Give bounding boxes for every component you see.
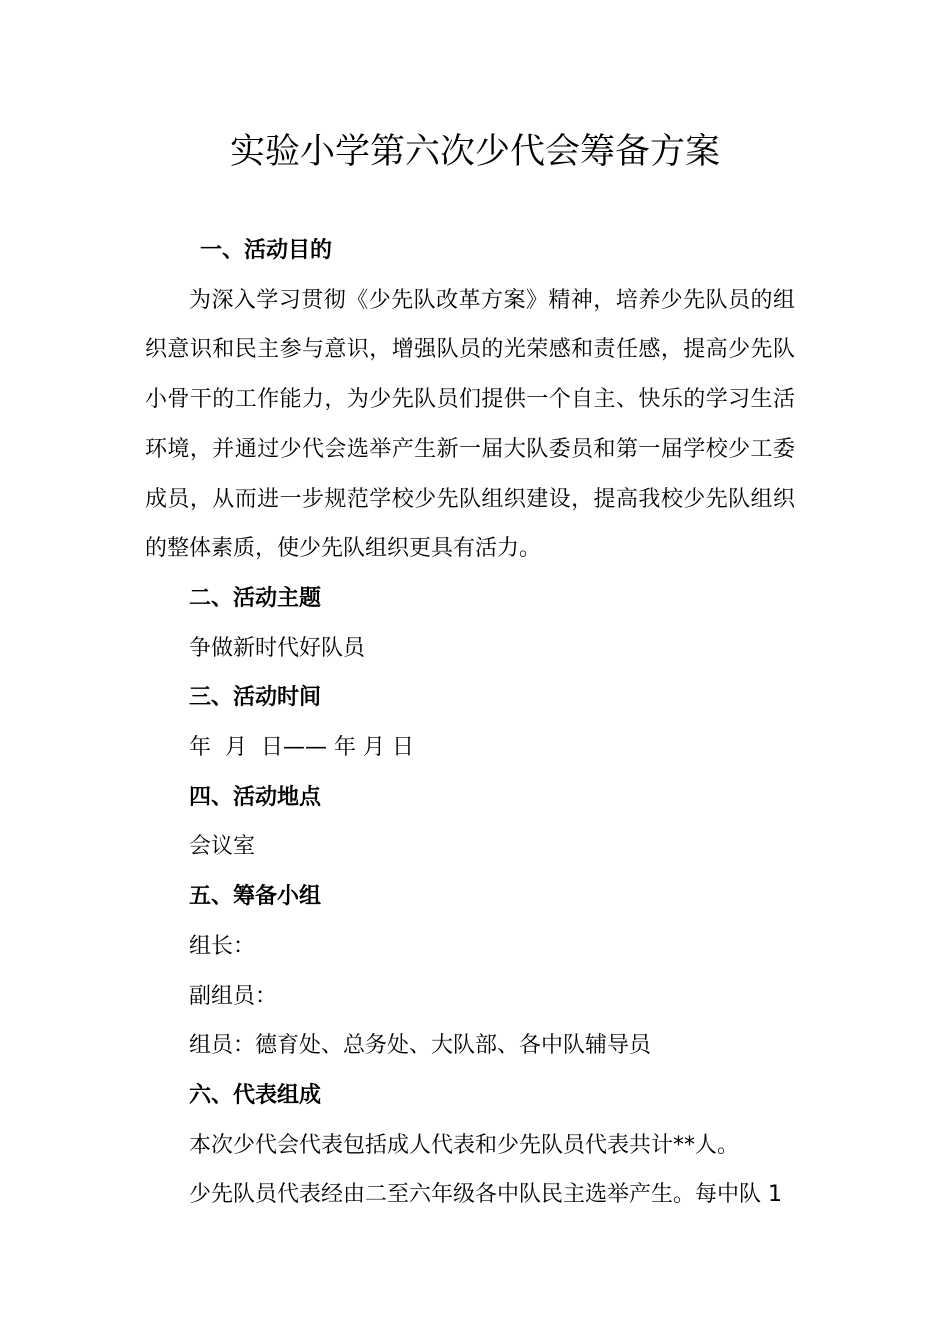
representatives-total-line: 本次少代会代表包括成人代表和少先队员代表共计**人。 [189,1132,740,1158]
representatives-election-line: 少先队员代表经由二至六年级各中队民主选举产生。每中队 1 [189,1182,782,1208]
section-heading-representatives: 六、代表组成 [189,1082,322,1108]
section-heading-time: 三、活动时间 [189,685,322,711]
section-body-purpose: 为深入学习贯彻《少先队改革方案》精神，培养少先队员的组织意识和民主参与意识，增强队员的光荣感和责任感，提高少先队小骨干的工作能力，为少先队员们提供一个自主、快乐的学习生活环境，并通过少代会选举产生新一届大队委员和第一届学校少工委成员，从而进一步规范学校少先队组织建设，提高我校少先队组织的整体素质，使少先队组织更具有活力。 [145,287,795,562]
section-heading-location: 四、活动地点 [189,784,322,810]
section-heading-committee: 五、筹备小组 [189,884,322,910]
document-content [145,226,795,1220]
section-body-location: 会议室 [189,834,256,860]
section-heading-theme: 二、活动主题 [189,585,322,611]
committee-members-line: 组员：德育处、总务处、大队部、各中队辅导员 [189,1033,652,1059]
committee-deputy-line: 副组员： [189,983,278,1009]
committee-leader-line: 组长： [189,933,256,959]
document-title: 实验小学第六次少代会筹备方案 [229,132,720,172]
section-heading-purpose: 一、活动目的 [200,238,333,263]
section-body-theme: 争做新时代好队员 [189,635,366,661]
section-body-time: 年 月 日—— 年 月 日 [189,735,414,761]
